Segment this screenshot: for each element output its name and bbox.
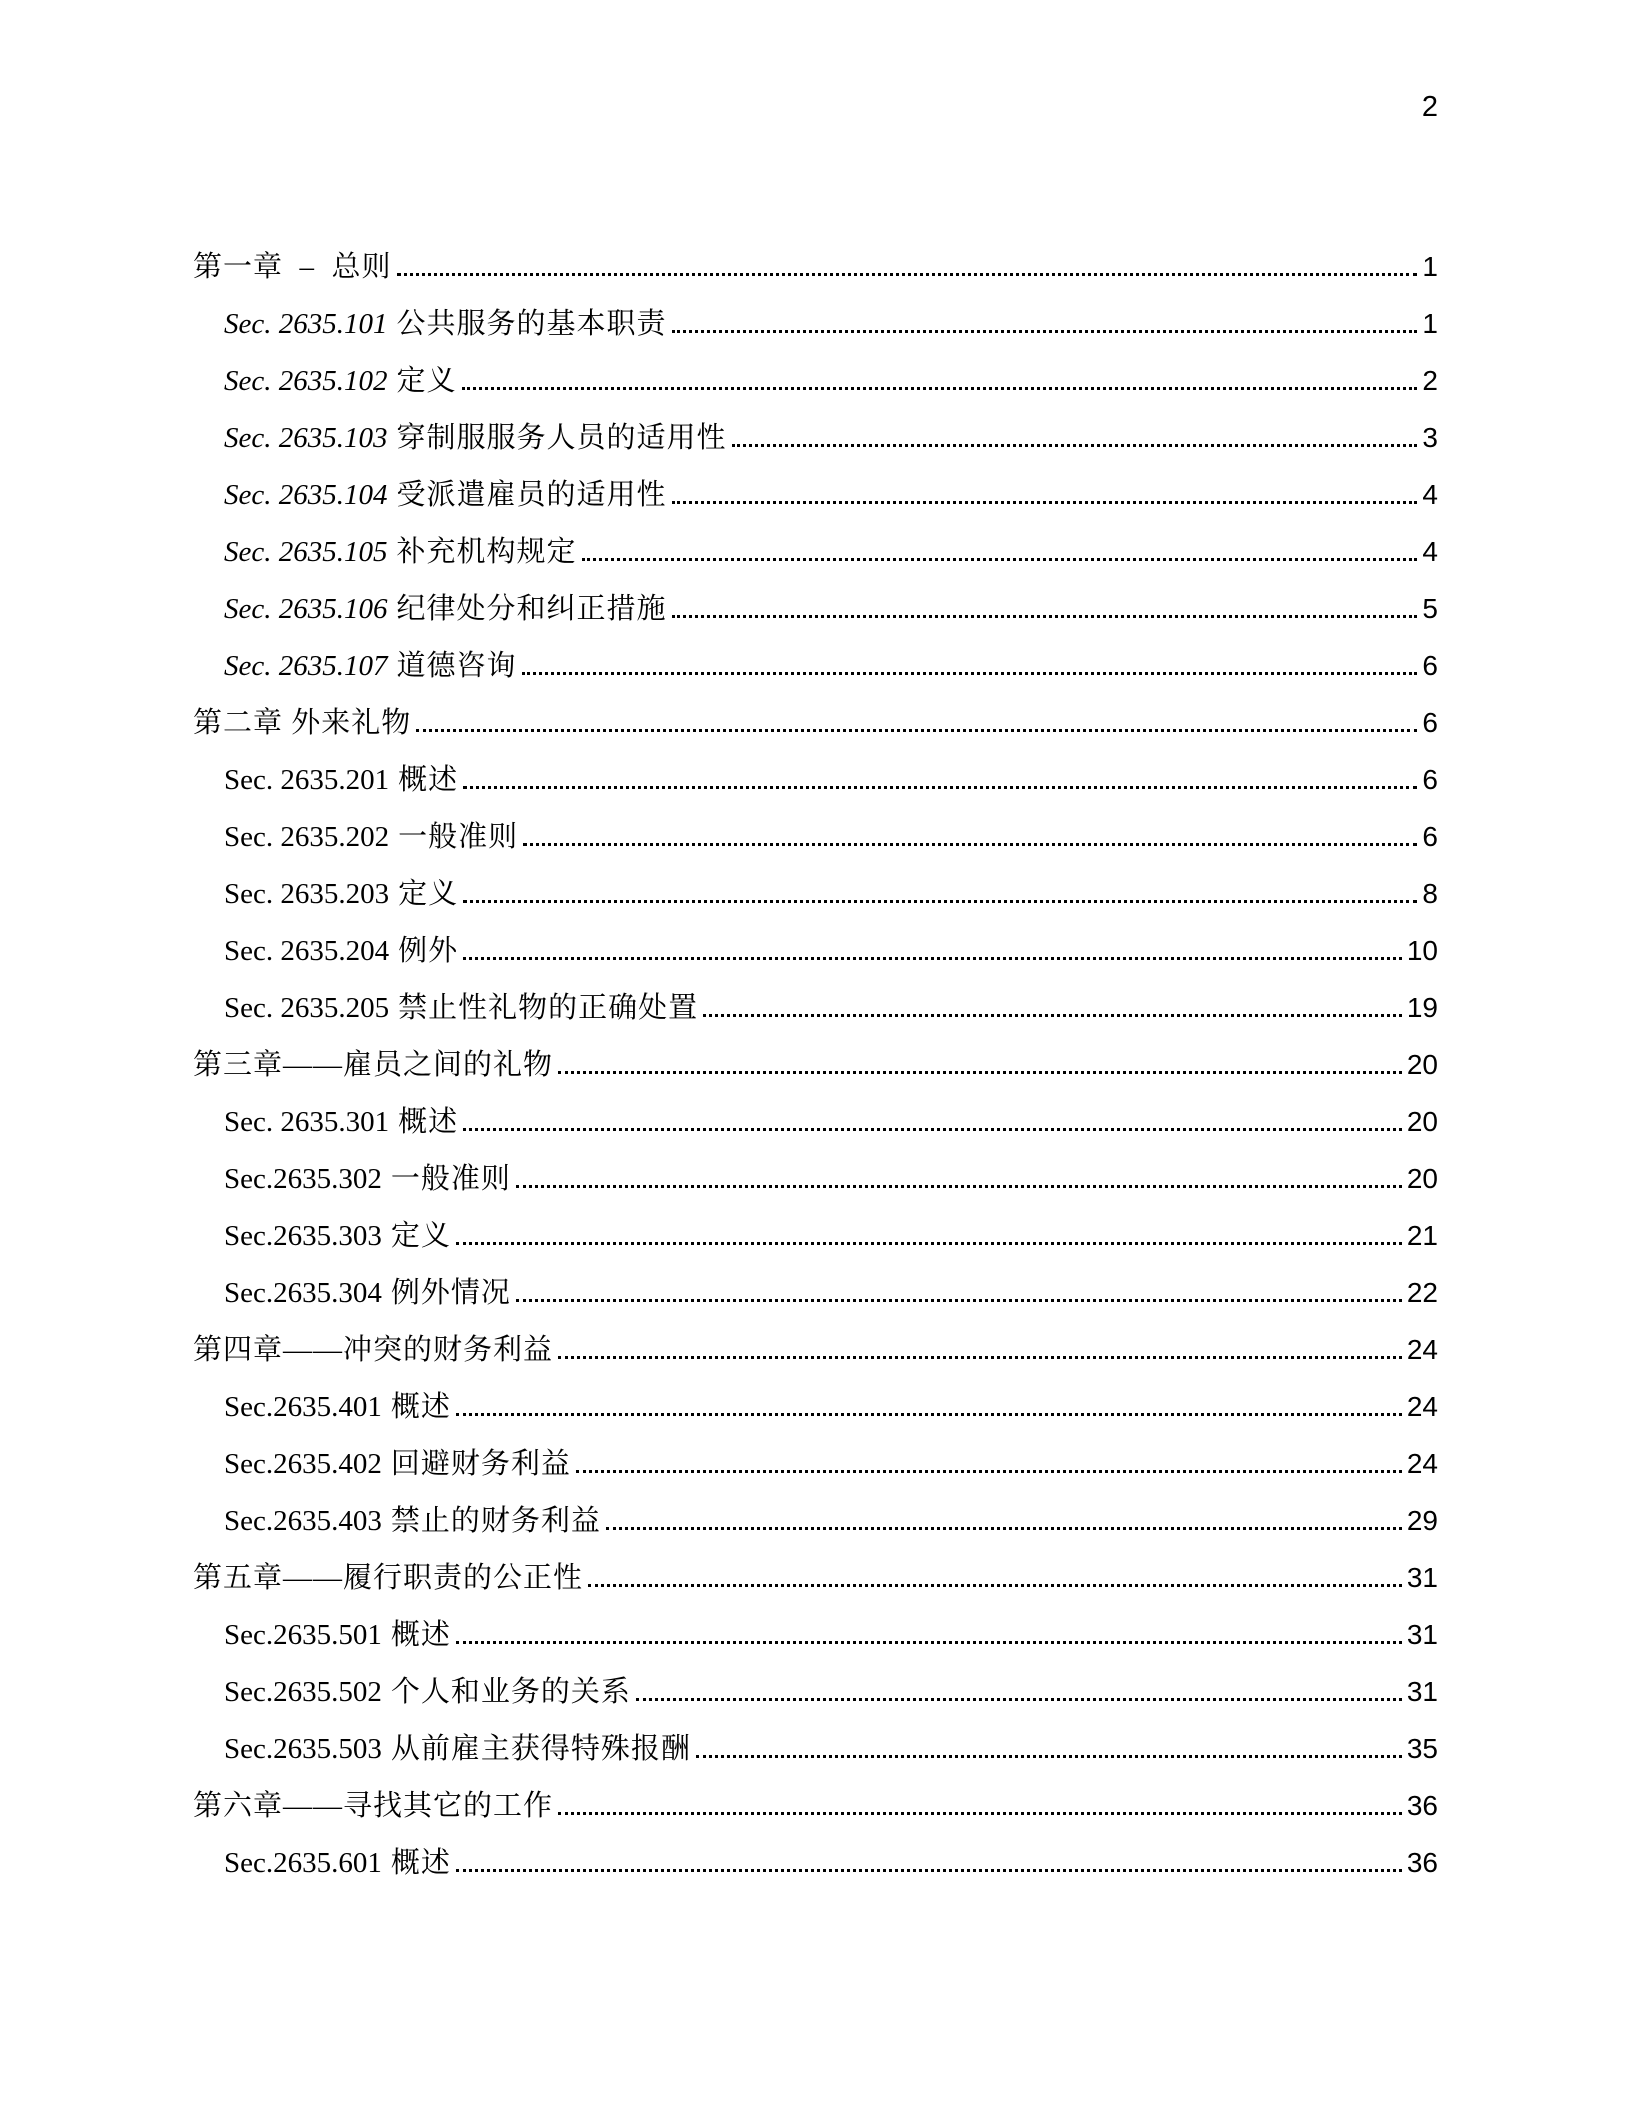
dot-leader	[606, 1527, 1402, 1530]
toc-entry-title: 一般准则	[390, 1163, 511, 1195]
toc-entry-section-number: Sec.2635.401	[224, 1391, 382, 1423]
toc-entry	[193, 1264, 1438, 1321]
toc-page-number: 19	[1406, 992, 1438, 1023]
toc-page-number: 6	[1422, 650, 1438, 681]
toc-entry-title: 概述	[398, 1106, 459, 1138]
toc-entry	[193, 1036, 1438, 1093]
toc-page-number: 2	[1422, 365, 1438, 396]
toc-entry-title: 概述	[390, 1391, 451, 1423]
toc-page-number: 4	[1422, 479, 1438, 510]
toc-entry-label	[193, 695, 411, 752]
toc-entry-label	[224, 1436, 571, 1493]
toc-entry-label	[224, 638, 517, 695]
toc-entry	[193, 1378, 1438, 1435]
toc-entry	[193, 1720, 1438, 1777]
toc-entry-title: 一般准则	[398, 821, 519, 853]
toc-entry-title: 定义	[396, 365, 457, 397]
dot-leader	[456, 1413, 1402, 1416]
toc-page-number: 1	[1422, 308, 1438, 339]
toc-entry-section-number: Sec.2635.402	[224, 1448, 382, 1480]
toc-entry-section-number: Sec. 2635.107	[224, 650, 388, 682]
toc-entry-label	[224, 467, 667, 524]
toc-entry-section-number: Sec.2635.403	[224, 1505, 382, 1537]
toc-entry	[193, 1606, 1438, 1663]
toc-entry	[193, 238, 1438, 295]
toc-page-number: 20	[1406, 1049, 1438, 1080]
dot-leader	[463, 900, 1417, 903]
dot-leader	[576, 1470, 1402, 1473]
dot-leader	[696, 1755, 1402, 1758]
toc-entry-label	[224, 866, 458, 923]
toc-entry	[193, 1435, 1438, 1492]
dot-leader	[523, 843, 1417, 846]
toc-entry-title: 回避财务利益	[390, 1448, 571, 1480]
toc-entry-label	[193, 1778, 553, 1835]
toc-entry	[193, 295, 1438, 352]
toc-entry-section-number: Sec. 2635.102	[224, 365, 388, 397]
toc-entry-title: 概述	[390, 1847, 451, 1879]
toc-entry-label	[193, 1550, 583, 1607]
toc-entry-title: 个人和业务的关系	[390, 1676, 631, 1708]
toc-page-number: 35	[1406, 1733, 1438, 1764]
dot-leader	[636, 1698, 1402, 1701]
toc-entry-section-number: Sec.2635.302	[224, 1163, 382, 1195]
toc-entry	[193, 1093, 1438, 1150]
dot-leader	[672, 615, 1418, 618]
toc-entry-section-number: Sec.2635.303	[224, 1220, 382, 1252]
dot-leader	[463, 957, 1402, 960]
toc-entry-section-number: Sec. 2635.205	[224, 992, 390, 1024]
toc-entry	[193, 865, 1438, 922]
toc-entry-title: 第四章——冲突的财务利益	[193, 1334, 554, 1366]
toc-entry-label	[193, 239, 392, 296]
toc-entry-label	[224, 1607, 451, 1664]
dot-leader	[516, 1299, 1402, 1302]
toc-entry-label	[224, 1265, 511, 1322]
toc-entry-label	[224, 1493, 601, 1550]
toc-entry-section-number: Sec.2635.304	[224, 1277, 382, 1309]
toc-page-number: 24	[1406, 1448, 1438, 1479]
toc-page-number: 4	[1422, 536, 1438, 567]
toc-page-number: 6	[1422, 764, 1438, 795]
dot-leader	[558, 1812, 1402, 1815]
toc-entry	[193, 694, 1438, 751]
toc-entry-title: 概述	[390, 1619, 451, 1651]
toc-entry-title: 受派遣雇员的适用性	[396, 479, 667, 511]
toc-entry-section-number: Sec.2635.502	[224, 1676, 382, 1708]
toc-entry-label	[224, 809, 518, 866]
toc-entry-title: 第二章 外来礼物	[193, 707, 412, 739]
toc-page-number: 22	[1406, 1277, 1438, 1308]
toc-entry	[193, 1834, 1438, 1891]
toc-entry	[193, 580, 1438, 637]
toc-entry-title: 道德咨询	[396, 650, 517, 682]
toc-page-number: 31	[1406, 1676, 1438, 1707]
toc-entry-section-number: Sec. 2635.201	[224, 764, 390, 796]
toc-entry-title: 第一章 – 总则	[193, 251, 392, 283]
dot-leader	[416, 729, 1417, 732]
toc-entry-section-number: Sec. 2635.105	[224, 536, 388, 568]
toc-entry-label	[193, 1037, 553, 1094]
toc-entry	[193, 751, 1438, 808]
toc-entry-label	[224, 980, 698, 1037]
toc-entry-label	[224, 524, 577, 581]
toc-page-number: 36	[1406, 1790, 1438, 1821]
toc-entry	[193, 1549, 1438, 1606]
toc-entry-label	[224, 1208, 451, 1265]
toc-page-number: 3	[1422, 422, 1438, 453]
toc-entry	[193, 922, 1438, 979]
toc-entry-label	[224, 923, 458, 980]
toc-page-number: 6	[1422, 821, 1438, 852]
toc-entry-section-number: Sec. 2635.301	[224, 1106, 390, 1138]
toc-page-number: 20	[1406, 1106, 1438, 1137]
toc-entry-title: 补充机构规定	[396, 536, 577, 568]
toc-entry-section-number: Sec. 2635.204	[224, 935, 390, 967]
toc-entry-title: 第六章——寻找其它的工作	[193, 1790, 554, 1822]
dot-leader	[456, 1869, 1402, 1872]
toc-entry-title: 第三章——雇员之间的礼物	[193, 1049, 554, 1081]
dot-leader	[462, 387, 1418, 390]
toc-entry	[193, 1777, 1438, 1834]
toc-entry	[193, 409, 1438, 466]
toc-entry-title: 禁止的财务利益	[390, 1505, 601, 1537]
toc-entry-section-number: Sec.2635.601	[224, 1847, 382, 1879]
toc-entry	[193, 523, 1438, 580]
toc-entry-title: 定义	[398, 878, 459, 910]
toc-entry-section-number: Sec. 2635.104	[224, 479, 388, 511]
dot-leader	[558, 1356, 1402, 1359]
toc-entry-label	[224, 1664, 631, 1721]
toc-entry-title: 例外情况	[390, 1277, 511, 1309]
toc-page-number: 31	[1406, 1619, 1438, 1650]
toc-entry-title: 公共服务的基本职责	[396, 308, 667, 340]
toc-entry-label	[224, 1094, 458, 1151]
toc-page-number: 5	[1422, 593, 1438, 624]
dot-leader	[672, 330, 1418, 333]
toc-entry-section-number: Sec. 2635.203	[224, 878, 390, 910]
dot-leader	[397, 273, 1418, 276]
toc-entry-label	[224, 1835, 451, 1892]
dot-leader	[463, 1128, 1402, 1131]
toc-entry-label	[224, 581, 667, 638]
toc-entry-title: 纪律处分和纠正措施	[396, 593, 667, 625]
toc-entry	[193, 808, 1438, 865]
toc-entry-title: 概述	[398, 764, 459, 796]
toc-entry-title: 定义	[390, 1220, 451, 1252]
dot-leader	[522, 672, 1418, 675]
toc-entry	[193, 637, 1438, 694]
page-number-header: 2	[1421, 91, 1438, 123]
toc-entry-label	[224, 1151, 511, 1208]
toc-entry-title: 第五章——履行职责的公正性	[193, 1562, 584, 1594]
toc-page-number: 36	[1406, 1847, 1438, 1878]
toc-page-number: 1	[1422, 251, 1438, 282]
dot-leader	[703, 1014, 1402, 1017]
toc-page-number: 10	[1406, 935, 1438, 966]
toc-entry-label	[224, 752, 458, 809]
dot-leader	[456, 1641, 1402, 1644]
toc-entry-section-number: Sec.2635.503	[224, 1733, 382, 1765]
toc-page-number: 8	[1422, 878, 1438, 909]
toc-entry	[193, 1150, 1438, 1207]
dot-leader	[588, 1584, 1402, 1587]
toc-page-number: 6	[1422, 707, 1438, 738]
toc-page-number: 21	[1406, 1220, 1438, 1251]
toc-entry	[193, 979, 1438, 1036]
toc-entry-label	[224, 1379, 451, 1436]
dot-leader	[732, 444, 1418, 447]
toc-entry-label	[193, 1322, 553, 1379]
toc-entry-label	[224, 353, 457, 410]
toc-entry	[193, 352, 1438, 409]
toc-entry-section-number: Sec. 2635.106	[224, 593, 388, 625]
toc-entry-section-number: Sec. 2635.101	[224, 308, 388, 340]
toc-entry	[193, 1207, 1438, 1264]
toc-page-number: 24	[1406, 1334, 1438, 1365]
toc-entry-section-number: Sec. 2635.202	[224, 821, 390, 853]
toc-list	[193, 238, 1438, 1891]
toc-entry	[193, 1492, 1438, 1549]
dot-leader	[516, 1185, 1402, 1188]
toc-entry-title: 例外	[398, 935, 459, 967]
toc-entry-label	[224, 410, 727, 467]
dot-leader	[672, 501, 1418, 504]
toc-entry-title: 禁止性礼物的正确处置	[398, 992, 699, 1024]
toc-entry-title: 穿制服服务人员的适用性	[396, 422, 727, 454]
toc-entry	[193, 1663, 1438, 1720]
toc-entry	[193, 1321, 1438, 1378]
toc-entry	[193, 466, 1438, 523]
toc-page-number: 24	[1406, 1391, 1438, 1422]
dot-leader	[558, 1071, 1402, 1074]
toc-entry-title: 从前雇主获得特殊报酬	[390, 1733, 691, 1765]
dot-leader	[456, 1242, 1402, 1245]
toc-entry-label	[224, 296, 667, 353]
toc-page-number: 29	[1406, 1505, 1438, 1536]
toc-page-number: 20	[1406, 1163, 1438, 1194]
dot-leader	[463, 786, 1417, 789]
dot-leader	[582, 558, 1418, 561]
toc-page-number: 31	[1406, 1562, 1438, 1593]
toc-entry-section-number: Sec.2635.501	[224, 1619, 382, 1651]
toc-entry-label	[224, 1721, 691, 1778]
toc-entry-section-number: Sec. 2635.103	[224, 422, 388, 454]
